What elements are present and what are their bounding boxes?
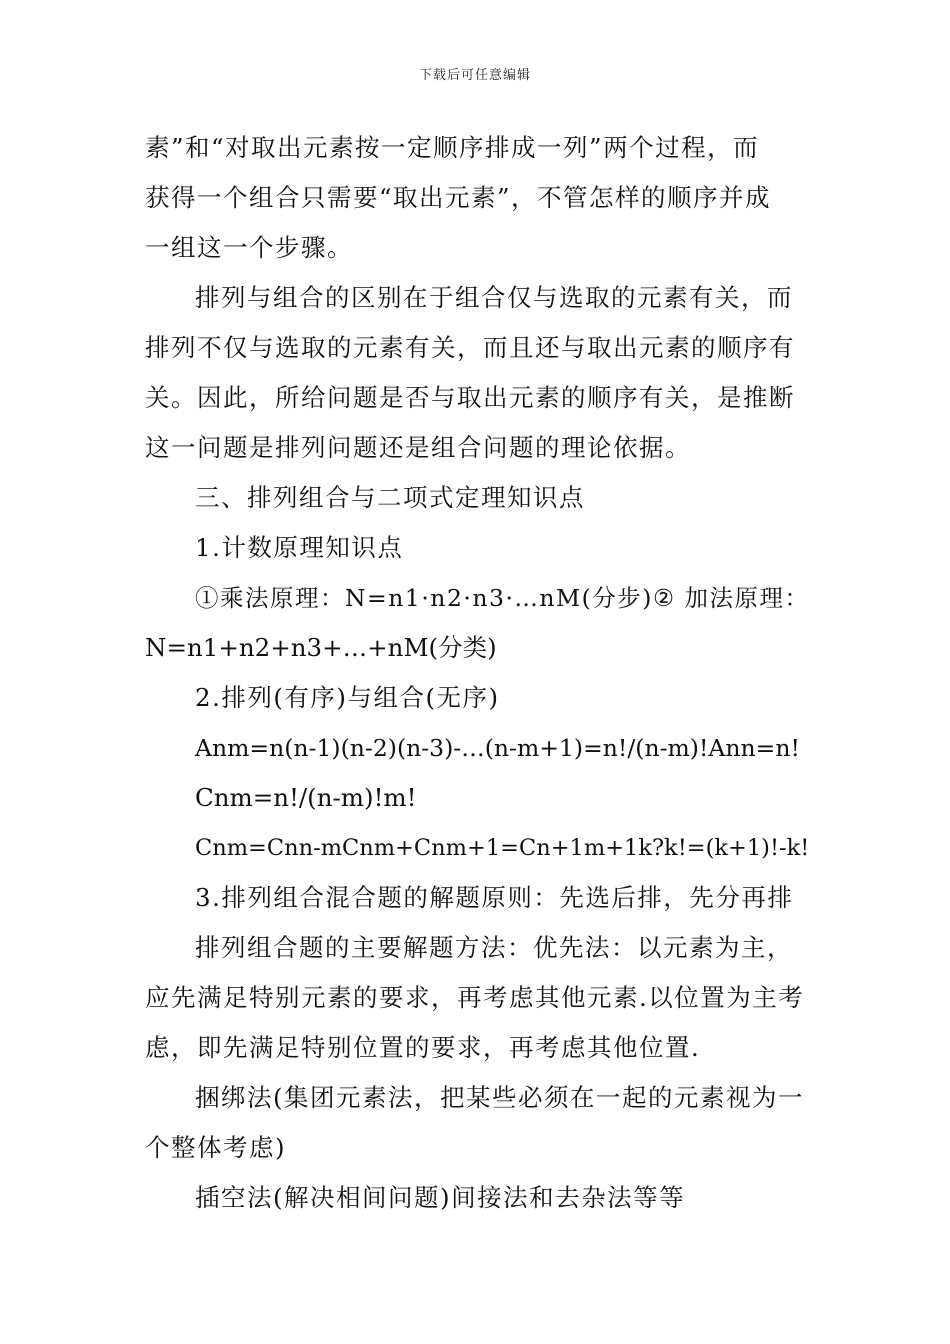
formula-line: N=n1+n2+n3+…+nM(分类) — [145, 633, 497, 662]
formula-line: Cnm=Cnn-mCnm+Cnm+1=Cn+1m+1k?k!=(k+1)!-k! — [195, 835, 810, 861]
paragraph-line: 关。因此，所给问题是否与取出元素的顺序有关，是推断 — [145, 383, 795, 412]
paragraph-line: ①乘法原理：N=n1·n2·n3·…nM(分步)② 加法原理： — [195, 584, 810, 612]
paragraph-line: 捆绑法(集团元素法，把某些必须在一起的元素视为一 — [195, 1083, 805, 1112]
formula-line: Cnm=n!/(n-m)!m! — [195, 783, 417, 812]
paragraph-line: 个整体考虑) — [145, 1133, 287, 1162]
paragraph-line: 应先满足特别元素的要求，再考虑其他元素.以位置为主考 — [145, 983, 805, 1012]
page-header: 下载后可任意编辑 — [418, 68, 531, 83]
subsection-heading: 1.计数原理知识点 — [195, 533, 404, 562]
paragraph-line: 排列不仅与选取的元素有关，而且还与取出元素的顺序有 — [145, 333, 795, 362]
subsection-heading: 3.排列组合混合题的解题原则：先选后排，先分再排 — [195, 883, 794, 912]
paragraph-line: 一组这一个步骤。 — [145, 233, 353, 262]
paragraph-line: 排列与组合的区别在于组合仅与选取的元素有关，而 — [195, 283, 793, 312]
paragraph-line: 排列组合题的主要解题方法：优先法：以元素为主， — [195, 933, 793, 962]
paragraph-line: 素”和“对取出元素按一定顺序排成一列”两个过程，而 — [145, 133, 760, 162]
paragraph-line: 获得一个组合只需要“取出元素”，不管怎样的顺序并成 — [145, 183, 772, 212]
paragraph-line: 这一问题是排列问题还是组合问题的理论依据。 — [145, 433, 691, 462]
paragraph-line: 插空法(解决相间问题)间接法和去杂法等等 — [195, 1183, 686, 1212]
paragraph-line: 虑，即先满足特别位置的要求，再考虑其他位置. — [145, 1033, 701, 1062]
section-heading: 三、排列组合与二项式定理知识点 — [195, 483, 585, 512]
document-body — [145, 123, 810, 1223]
formula-line: Anm=n(n-1)(n-2)(n-3)-…(n-m+1)=n!/(n-m)!Ann=n! — [195, 734, 800, 762]
subsection-heading: 2.排列(有序)与组合(无序) — [195, 683, 500, 712]
